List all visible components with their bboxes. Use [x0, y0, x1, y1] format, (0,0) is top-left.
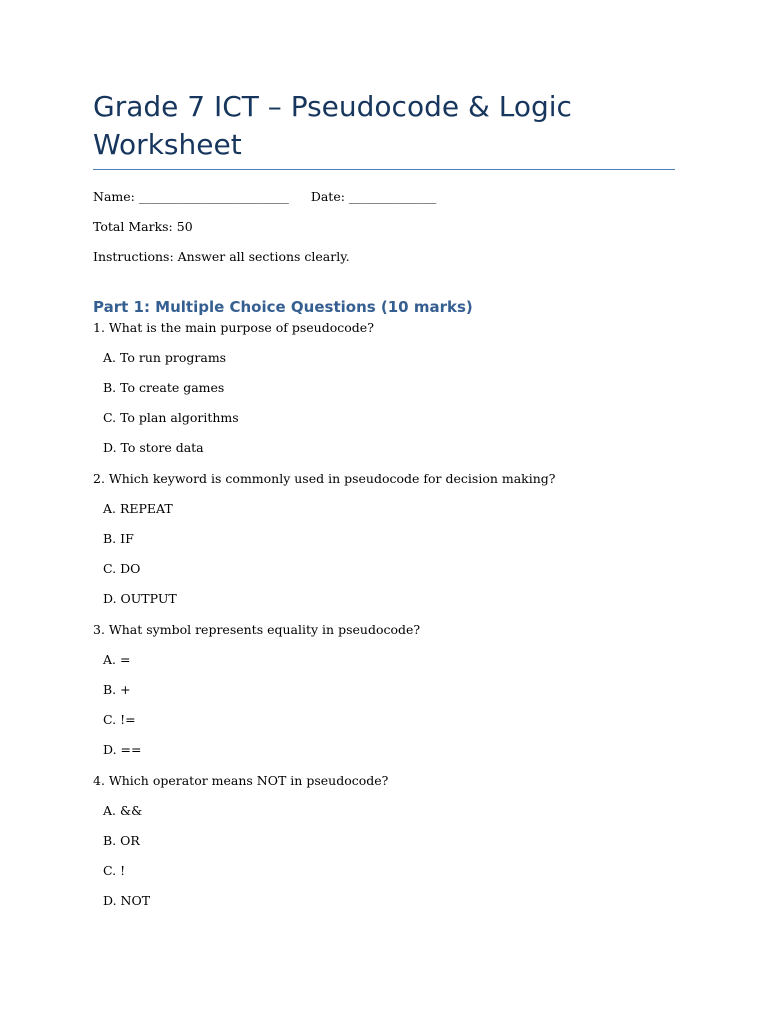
question-1-option-b[interactable]: B. To create games — [103, 380, 225, 395]
part1-heading: Part 1: Multiple Choice Questions (10 marks) — [93, 298, 473, 316]
question-3-option-c[interactable]: C. != — [103, 712, 136, 727]
total-marks: Total Marks: 50 — [93, 219, 193, 234]
document-title: Grade 7 ICT – Pseudocode & Logic Worksheet — [93, 90, 572, 161]
question-2: 2. Which keyword is commonly used in pseudocode for decision making? — [93, 471, 556, 486]
question-2-option-b[interactable]: B. IF — [103, 531, 134, 546]
question-3-option-b[interactable]: B. + — [103, 682, 131, 697]
question-2-option-d[interactable]: D. OUTPUT — [103, 591, 177, 606]
question-2-option-a[interactable]: A. REPEAT — [103, 501, 173, 516]
question-4-option-d[interactable]: D. NOT — [103, 893, 151, 908]
question-2-option-c[interactable]: C. DO — [103, 561, 141, 576]
question-4-option-b[interactable]: B. OR — [103, 833, 140, 848]
question-1-option-d[interactable]: D. To store data — [103, 440, 204, 455]
question-3: 3. What symbol represents equality in pseudocode? — [93, 622, 421, 637]
date-field[interactable]: Date: ______________ — [310, 189, 437, 204]
question-1-option-c[interactable]: C. To plan algorithms — [103, 410, 239, 425]
question-1: 1. What is the main purpose of pseudocode? — [93, 320, 374, 335]
question-1-option-a[interactable]: A. To run programs — [103, 350, 227, 365]
name-date-line — [93, 189, 436, 205]
question-4: 4. Which operator means NOT in pseudocode? — [93, 773, 389, 788]
question-3-option-a[interactable]: A. = — [103, 652, 131, 667]
title-underline — [93, 169, 675, 170]
name-field[interactable]: Name: ________________________ — [93, 189, 289, 204]
instructions: Instructions: Answer all sections clearly. — [93, 249, 350, 264]
question-4-option-a[interactable]: A. && — [103, 803, 143, 818]
question-3-option-d[interactable]: D. == — [103, 742, 142, 757]
question-4-option-c[interactable]: C. ! — [103, 863, 126, 878]
